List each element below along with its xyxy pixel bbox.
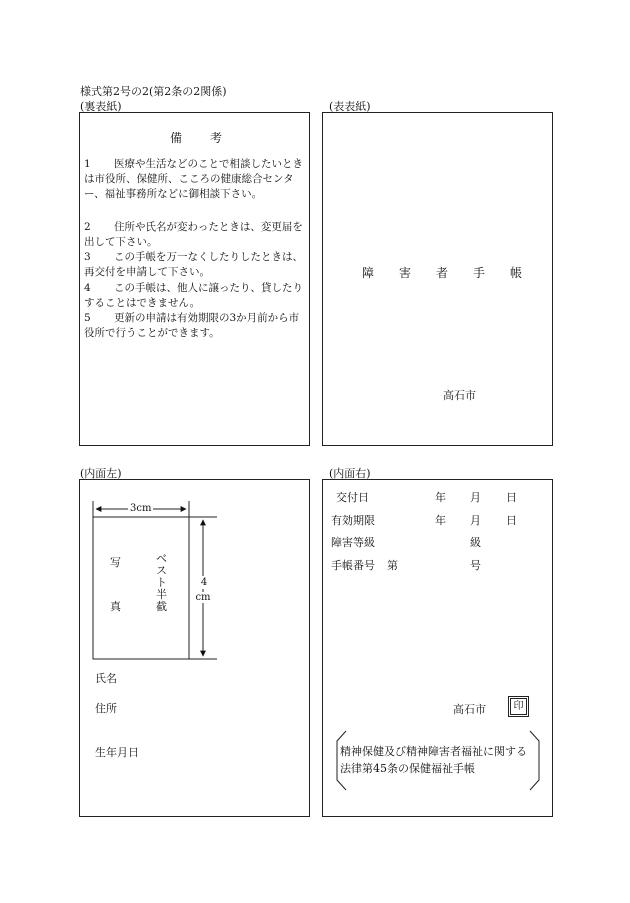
form-title: 様式第2号の2(第2条の2関係)	[80, 85, 227, 98]
note-number: 4	[84, 282, 91, 294]
note-text: 医療や生活などのことで相談したいときは市役所、保健所、こころの健康総合センター、福祉事務所などに御相談下さい。	[84, 158, 303, 200]
back-cover-label: (裏表紙)	[80, 100, 122, 113]
note-text: 住所や氏名が変わったときは、変更届を出して下さい。	[84, 221, 303, 248]
photo-label-char1: 写	[110, 556, 121, 569]
inner-right-city: 高石市	[453, 703, 486, 716]
valid-year: 年	[435, 514, 446, 527]
note-text: この手帳は、他人に譲ったり、貸したりすることはできません。	[84, 282, 303, 309]
name-label: 氏名	[95, 672, 117, 685]
law-note: 精神保健及び精神障害者福祉に関する法律第45条の保健福祉手帳	[340, 745, 527, 775]
number-suffix: 号	[470, 559, 481, 572]
inner-left-label: (内面左)	[80, 467, 122, 480]
seal-stamp: 印	[510, 698, 527, 715]
dob-label: 生年月日	[95, 746, 139, 759]
notes-heading: 備 考	[170, 131, 231, 145]
inner-right-label: (内面右)	[329, 467, 371, 480]
issue-month: 月	[470, 491, 481, 504]
booklet-title: 障害者手帳	[362, 266, 548, 280]
valid-until-label: 有効期限	[331, 514, 375, 527]
width-dimension-label: 3cm	[130, 503, 152, 514]
note-number: 1	[84, 158, 91, 170]
valid-day: 日	[506, 514, 517, 527]
issue-day: 日	[506, 491, 517, 504]
note-number: 5	[84, 312, 91, 324]
grade-unit: 級	[470, 536, 481, 549]
address-label: 住所	[95, 702, 117, 715]
issue-date-label: 交付日	[336, 491, 369, 504]
number-prefix: 第	[387, 559, 398, 572]
front-cover-label: (表表紙)	[329, 100, 371, 113]
issue-year: 年	[435, 491, 446, 504]
height-dimension-unit: cm	[195, 592, 211, 603]
note-number: 2	[84, 221, 91, 233]
valid-month: 月	[470, 514, 481, 527]
note-number: 3	[84, 251, 91, 263]
photo-label-char2: 真	[110, 600, 121, 613]
front-cover-city: 高石市	[443, 389, 476, 402]
number-label: 手帳番号	[331, 559, 375, 572]
photo-size-note: ベスト半截	[156, 552, 167, 613]
height-dimension-number: 4	[200, 577, 208, 588]
grade-label: 障害等級	[331, 536, 375, 549]
note-text: 更新の申請は有効期限の3か月前から市役所で行うことができます。	[84, 312, 300, 339]
note-text: この手帳を万一なくしたりしたときは、再交付を申請して下さい。	[84, 251, 303, 278]
